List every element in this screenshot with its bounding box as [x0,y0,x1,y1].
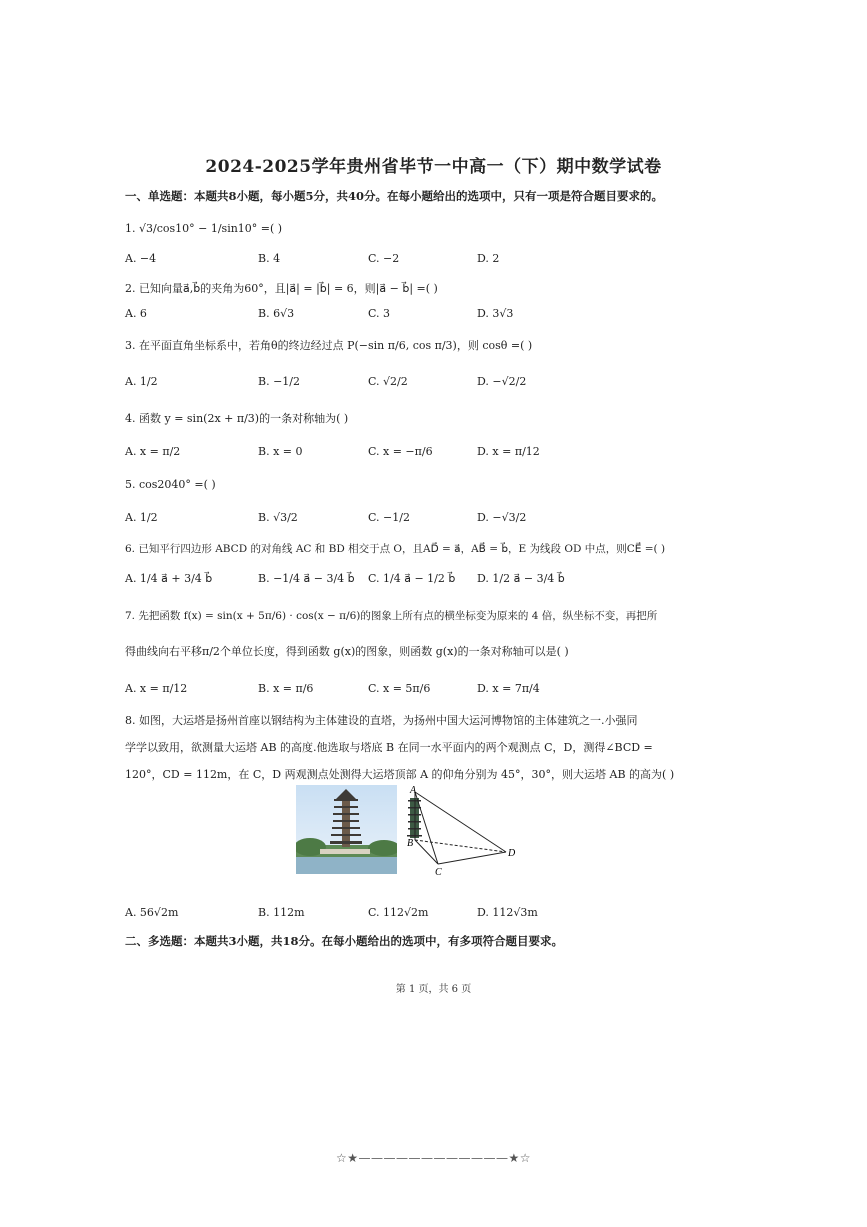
footer-decoration: ☆★————————————★☆ [335,1151,532,1165]
question-stem-continued: 得曲线向右平移π/2个单位长度，得到函数 g(x)的图象，则函数 g(x)的一条对称轴可以是( ) [125,645,569,658]
option-d: D. 1/2 a⃗ − 3/4 b⃗ [477,572,565,585]
option-a: A. 1/2 [125,375,158,388]
label-d: D [508,848,516,859]
label-c: C [435,867,442,878]
option-d: D. x = 7π/4 [477,682,540,695]
option-c: C. x = 5π/6 [368,682,431,695]
question-stem: 4. 函数 y = sin(2x + π/3)的一条对称轴为( ) [125,412,349,425]
option-c: C. −1/2 [368,511,410,524]
option-b: B. 112m [258,906,305,919]
question-options [125,572,725,588]
option-d: D. −√2/2 [477,375,527,388]
option-a: A. x = π/2 [125,445,181,458]
option-b: B. −1/4 a⃗ − 3/4 b⃗ [258,572,355,585]
option-a: A. x = π/12 [125,682,188,695]
section-heading-single-choice: 一、单选题：本题共8小题，每小题5分，共40分。在每小题给出的选项中，只有一项是符合题目要求的。 [125,189,664,203]
option-b: B. x = 0 [258,445,303,458]
page-title: 2024-2025学年贵州省毕节一中高一（下）期中数学试卷 [205,157,662,177]
option-c: C. 1/4 a⃗ − 1/2 b⃗ [368,572,456,585]
option-b: B. −1/2 [258,375,300,388]
label-b: B [407,838,414,849]
question-options [125,445,725,461]
question-options [125,375,725,391]
option-c: C. −2 [368,252,400,265]
option-b: B. √3/2 [258,511,298,524]
question-stem: 1. √3/cos10° − 1/sin10° =( ) [125,222,283,235]
option-d: D. 3√3 [477,307,514,320]
tower-photo [296,785,397,874]
option-b: B. 4 [258,252,281,265]
page-number: 第 1 页，共 6 页 [395,984,472,995]
option-c: C. 112√2m [368,906,429,919]
option-c: C. √2/2 [368,375,408,388]
question-options [125,682,725,698]
question-options [125,307,725,323]
question-options [125,906,725,922]
option-b: B. x = π/6 [258,682,314,695]
section-heading-multiple-choice: 二、多选题：本题共3小题，共18分。在每小题给出的选项中，有多项符合题目要求。 [125,934,564,948]
option-a: A. 56√2m [125,906,179,919]
option-d: D. 112√3m [477,906,538,919]
option-a: A. 1/2 [125,511,158,524]
option-d: D. 2 [477,252,500,265]
option-d: D. x = π/12 [477,445,540,458]
question-stem: 2. 已知向量a⃗,b⃗的夹角为60°，且|a⃗| = |b⃗| = 6，则|a⃗ − b⃗| =( ) [125,282,438,295]
option-a: A. 6 [125,307,147,320]
option-a: A. −4 [125,252,157,265]
tower-geometry-diagram [404,784,524,878]
question-stem: 6. 已知平行四边形 ABCD 的对角线 AC 和 BD 相交于点 O，且AD⃗ = a⃗，AB⃗ = b⃗，E 为线段 OD 中点，则CE⃗ =( ) [125,543,666,555]
question-options [125,511,725,527]
option-c: C. x = −π/6 [368,445,433,458]
option-d: D. −√3/2 [477,511,527,524]
question-stem-continued: 120°，CD = 112m，在 C，D 两观测点处测得大运塔顶部 A 的仰角分别为 45°，30°，则大运塔 AB 的高为( ) [125,768,675,781]
option-a: A. 1/4 a⃗ + 3/4 b⃗ [125,572,213,585]
question-stem: 5. cos2040° =( ) [125,478,216,491]
question-options [125,252,725,268]
question-stem-continued: 学学以致用，欲测量大运塔 AB 的高度.他选取与塔底 B 在同一水平面内的两个观测点 C，D，测得∠BCD = [125,741,653,754]
question-stem: 8. 如图，大运塔是扬州首座以钢结构为主体建设的直塔，为扬州中国大运河博物馆的主体建筑之一.小强同 [125,714,638,727]
option-c: C. 3 [368,307,391,320]
label-a: A [410,785,417,796]
question-stem: 7. 先把函数 f(x) = sin(x + 5π/6) · cos(x − π/6)的图象上所有点的横坐标变为原来的 4 倍，纵坐标不变，再把所 [125,610,658,622]
question-stem: 3. 在平面直角坐标系中，若角θ的终边经过点 P(−sin π/6, cos π/3)，则 cosθ =( ) [125,339,533,352]
option-b: B. 6√3 [258,307,295,320]
